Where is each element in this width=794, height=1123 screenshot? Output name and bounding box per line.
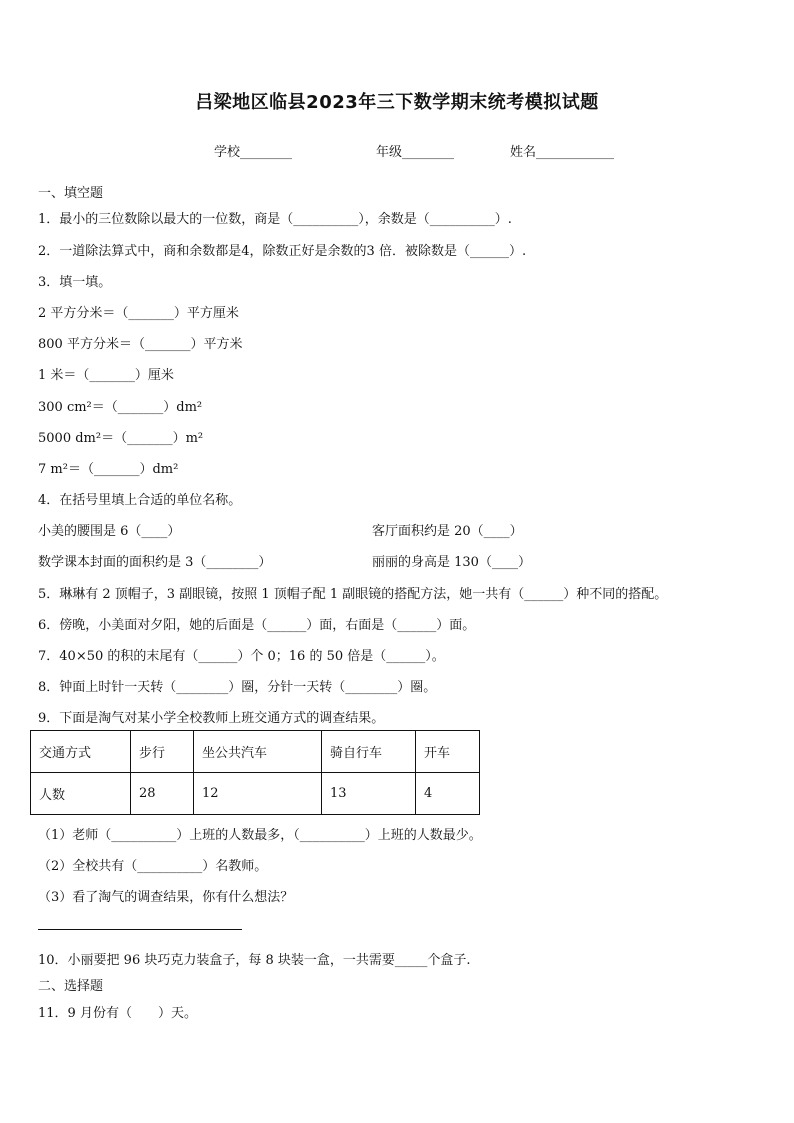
table-cell: 28 bbox=[131, 773, 194, 815]
name-field: 姓名____________ bbox=[510, 145, 615, 160]
q9-sub-3: （3）看了淘气的调查结果，你有什么想法？ bbox=[38, 890, 294, 905]
question-8: 8．钟面上时针一天转（________）圈，分针一天转（________）圈。 bbox=[38, 680, 437, 695]
table-cell: 13 bbox=[322, 773, 416, 815]
question-3: 3．填一填。 bbox=[38, 275, 112, 290]
question-4: 4．在括号里填上合适的单位名称。 bbox=[38, 493, 242, 508]
table-row bbox=[31, 773, 480, 815]
question-7: 7．40×50 的积的末尾有（______）个 0；16 的 50 倍是（______）。 bbox=[38, 649, 445, 664]
grade-field: 年级________ bbox=[376, 145, 455, 160]
table-cell: 4 bbox=[416, 773, 480, 815]
q4-item-right: 丽丽的身高是 130（____） bbox=[372, 555, 531, 570]
question-1: 1．最小的三位数除以最大的一位数，商是（__________），余数是（__________）. bbox=[38, 212, 512, 227]
table-cell: 12 bbox=[194, 773, 322, 815]
q3-item: 1 米＝（_______）厘米 bbox=[38, 368, 174, 383]
section-heading-choice: 二、选择题 bbox=[38, 979, 104, 994]
question-10: 10．小丽要把 96 块巧克力装盒子，每 8 块装一盒，一共需要_____个盒子. bbox=[38, 953, 471, 968]
q3-item: 300 cm²＝（_______）dm² bbox=[38, 400, 203, 415]
question-9: 9．下面是淘气对某小学全校教师上班交通方式的调查结果。 bbox=[38, 711, 385, 726]
q3-item: 2 平方分米＝（_______）平方厘米 bbox=[38, 306, 239, 321]
page-title: 吕梁地区临县2023年三下数学期末统考模拟试题 bbox=[195, 92, 599, 113]
table-header-cell: 骑自行车 bbox=[322, 731, 416, 773]
table-header-row bbox=[31, 731, 480, 773]
section-heading-fill: 一、填空题 bbox=[38, 186, 104, 201]
table-header-cell: 交通方式 bbox=[31, 731, 131, 773]
q9-sub-2: （2）全校共有（__________）名教师。 bbox=[38, 859, 268, 874]
answer-line bbox=[38, 929, 242, 930]
q4-item-right: 客厅面积约是 20（____） bbox=[372, 524, 523, 539]
table-cell: 人数 bbox=[31, 773, 131, 815]
q4-item-left: 小美的腰围是 6（____） bbox=[38, 524, 181, 539]
table-header-cell: 步行 bbox=[131, 731, 194, 773]
school-field: 学校________ bbox=[214, 145, 293, 160]
q3-item: 5000 dm²＝（_______）m² bbox=[38, 431, 204, 446]
question-6: 6．傍晚，小美面对夕阳，她的后面是（______）面，右面是（______）面。 bbox=[38, 618, 476, 633]
q4-item-left: 数学课本封面的面积约是 3（________） bbox=[38, 555, 272, 570]
question-2: 2．一道除法算式中，商和余数都是4，除数正好是余数的3 倍．被除数是（______）. bbox=[38, 244, 527, 259]
q3-item: 800 平方分米＝（_______）平方米 bbox=[38, 337, 243, 352]
q9-sub-1: （1）老师（__________）上班的人数最多，（__________）上班的人数最少。 bbox=[38, 828, 482, 843]
table-header-cell: 坐公共汽车 bbox=[194, 731, 322, 773]
survey-table bbox=[30, 730, 480, 815]
table-header-cell: 开车 bbox=[416, 731, 480, 773]
question-5: 5．琳琳有 2 顶帽子，3 副眼镜，按照 1 顶帽子配 1 副眼镜的搭配方法，她一共有（______）种不同的搭配。 bbox=[38, 587, 668, 602]
q3-item: 7 m²＝（_______）dm² bbox=[38, 462, 179, 477]
question-11: 11．9 月份有（ ）天。 bbox=[38, 1006, 197, 1021]
